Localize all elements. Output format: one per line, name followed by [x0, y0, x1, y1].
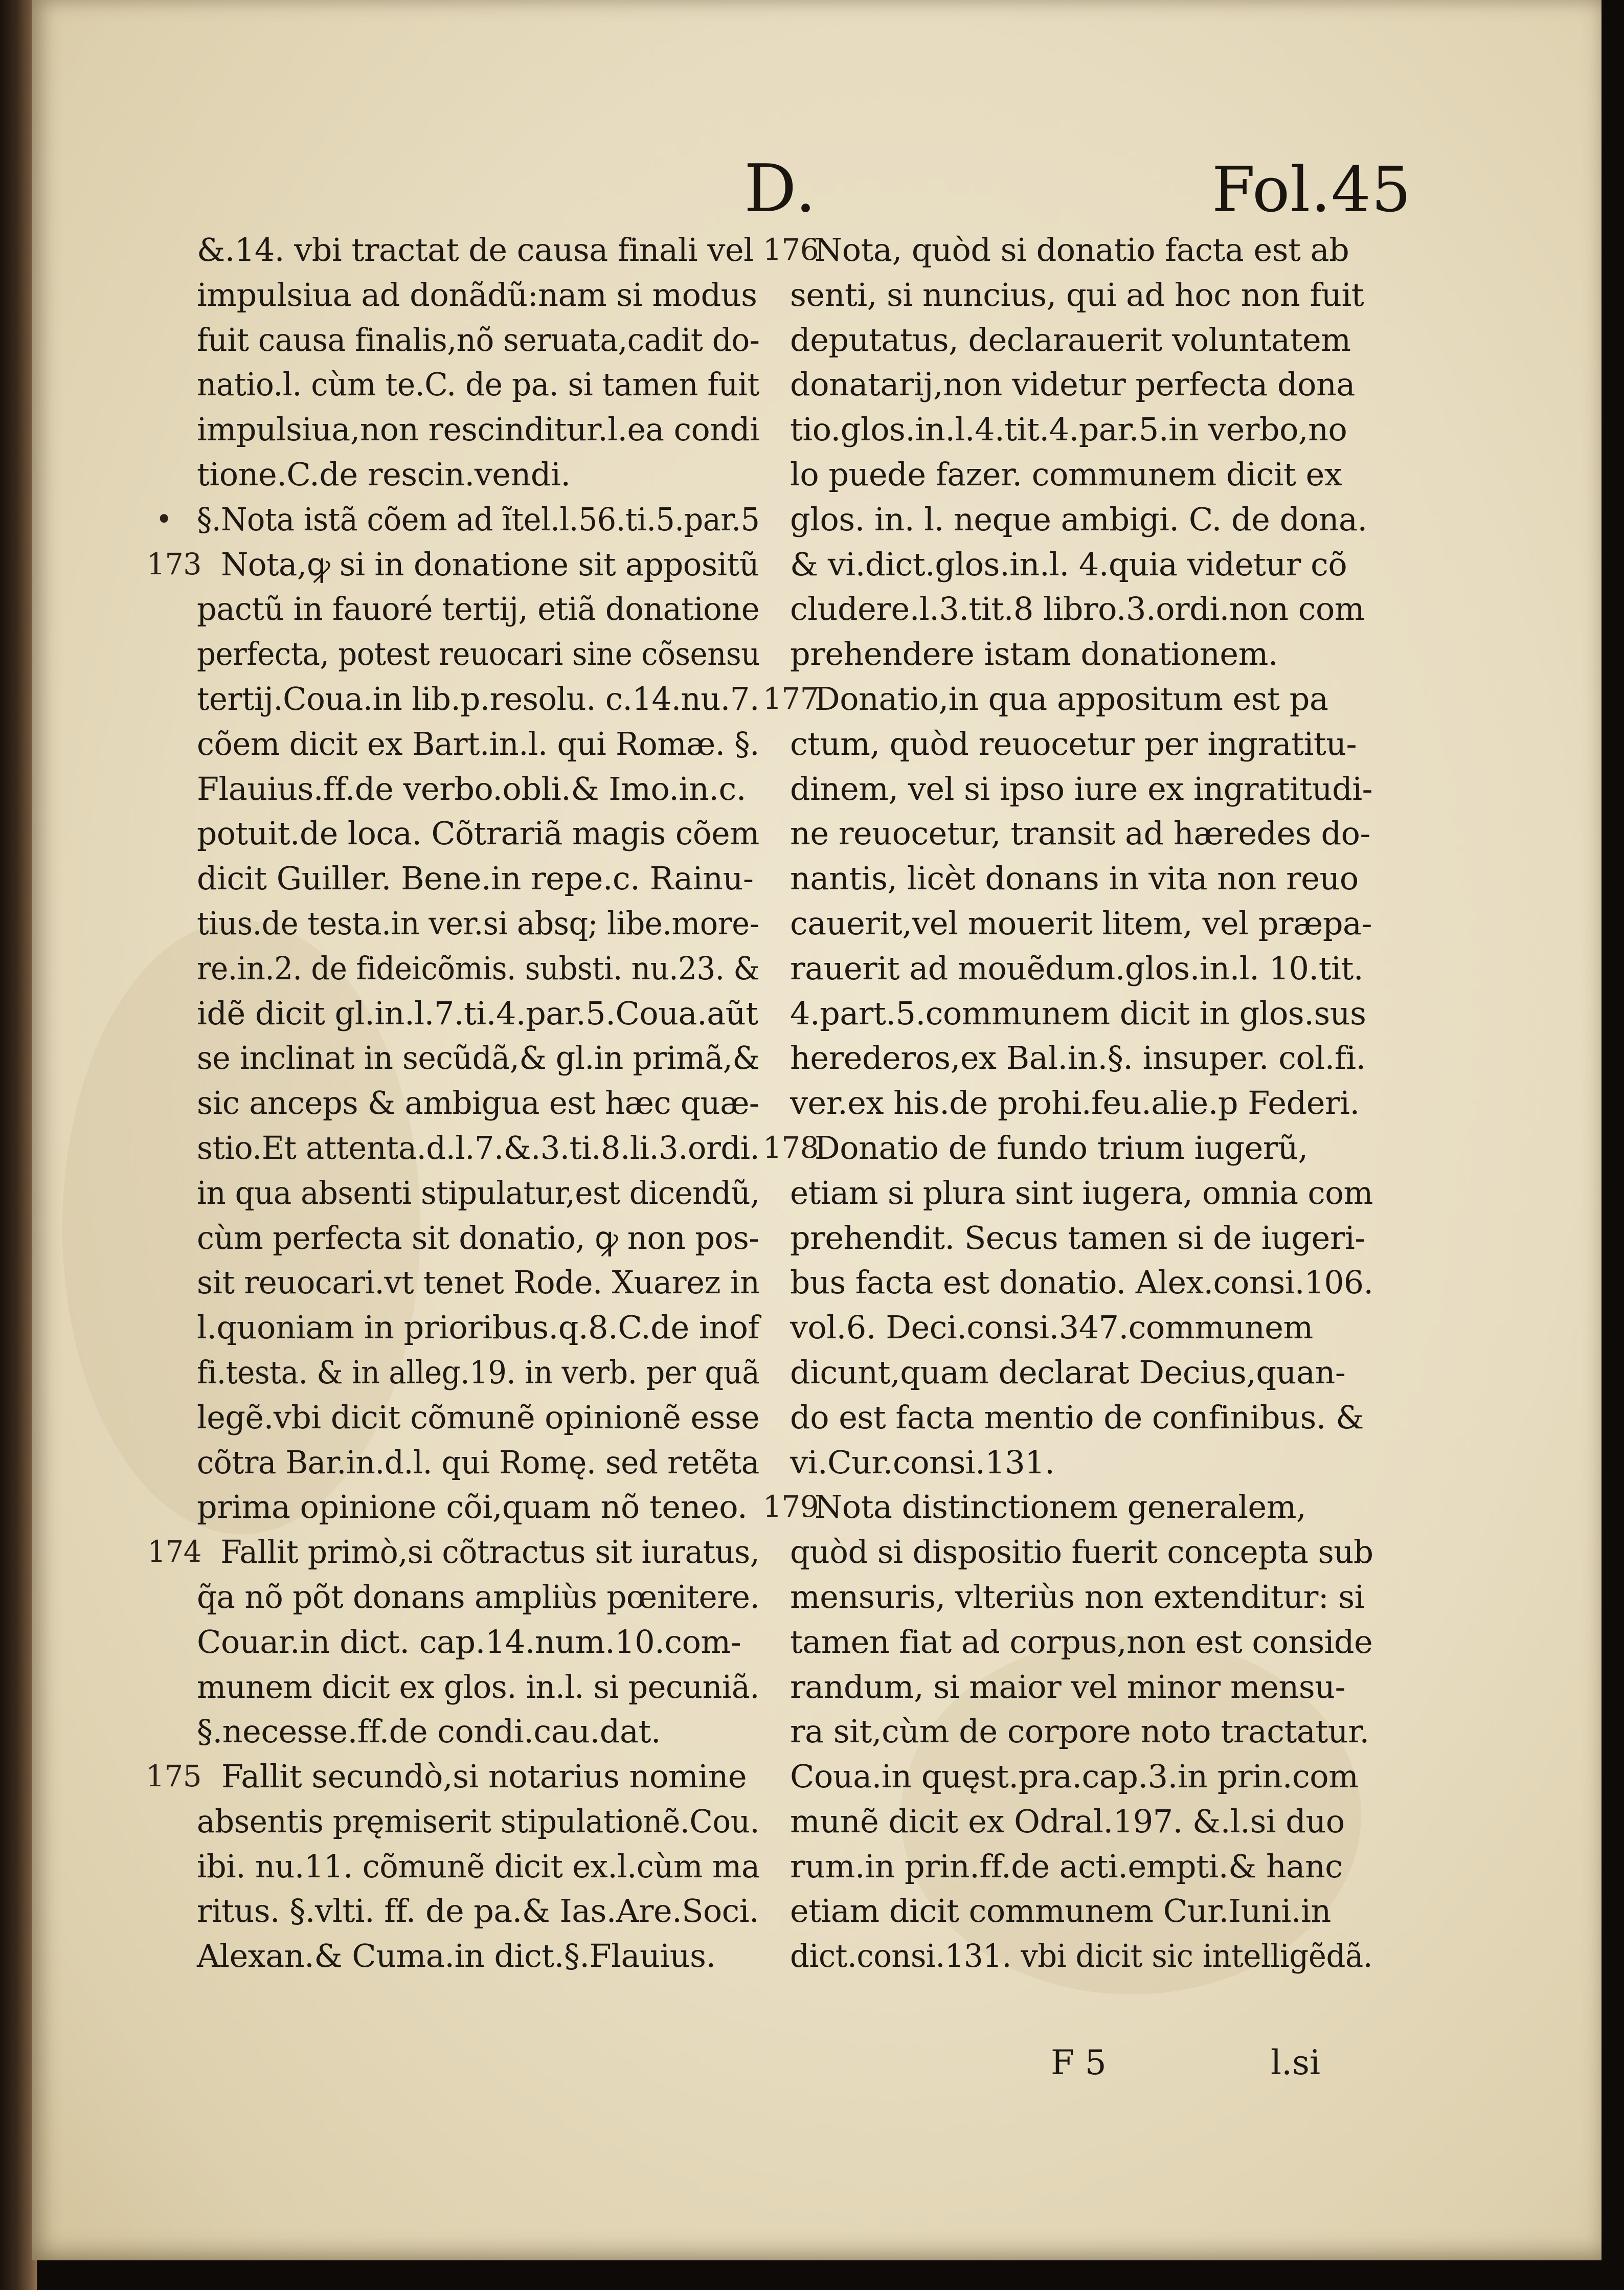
line-text: Nota distinctionem generalem,: [815, 1488, 1306, 1526]
text-line: [197, 1081, 760, 1126]
text-line: [790, 767, 1373, 812]
text-line: [197, 722, 759, 767]
line-text: vi.Cur.consi.131.: [790, 1443, 1055, 1481]
text-line: [790, 587, 1373, 632]
line-text: Alexan.& Cuma.in dict.§.Flauius.: [197, 1937, 716, 1975]
line-text: donatarij,non videtur perfecta dona: [790, 366, 1355, 403]
right-text-column: [763, 228, 1373, 1979]
text-line: [197, 991, 759, 1036]
line-text: cauerit,vel mouerit litem, vel præpa-: [790, 904, 1372, 942]
text-line: [763, 1126, 1373, 1171]
running-head-letter: D.: [744, 151, 817, 227]
text-line: [197, 1260, 760, 1305]
folio-number: Fol.45: [1212, 153, 1412, 226]
left-text-column: [146, 228, 760, 1979]
text-line: [197, 1889, 757, 1934]
line-text: prima opinione cõi,quam nõ teneo.: [197, 1488, 748, 1526]
text-line: [790, 856, 1373, 901]
text-line: [197, 767, 759, 812]
text-line: [790, 362, 1373, 407]
line-text: etiam dicit communem Cur.Iuni.in: [790, 1892, 1331, 1930]
line-text: cùm perfecta sit donatio, ꝙ non pos-: [197, 1219, 759, 1256]
text-line: [790, 1799, 1373, 1844]
line-text: Fallit primò,si cõtractus sit iuratus,: [220, 1533, 760, 1571]
text-line: [790, 1665, 1373, 1710]
line-text: impulsiua ad donãdũ:nam si modus: [197, 276, 757, 313]
text-line: [197, 452, 759, 497]
line-text: &.14. vbi tractat de causa finali vel: [197, 231, 754, 268]
text-line: [790, 1530, 1373, 1575]
line-text: Nota,ꝙ si in donatione sit appositũ: [221, 545, 759, 583]
line-text: rauerit ad mouẽdum.glos.in.l. 10.tit.: [790, 949, 1364, 987]
line-text: Donatio de fundo trium iugerũ,: [815, 1129, 1308, 1166]
text-line: [197, 1036, 760, 1081]
line-text: ne reuocetur, transit ad hæredes do-: [790, 815, 1370, 852]
text-line: [790, 811, 1373, 856]
text-line: [790, 1575, 1373, 1620]
line-text: dict.consi.131. vbi dicit sic intelligẽdã.: [790, 1937, 1373, 1975]
line-text: munem dicit ex glos. in.l. si pecuniã.: [197, 1668, 759, 1705]
text-line: [155, 497, 760, 542]
text-line: [790, 901, 1373, 946]
paragraph-number: 174: [147, 1534, 201, 1569]
line-text: tio.glos.in.l.4.tit.4.par.5.in verbo,no: [790, 411, 1347, 448]
text-line: [197, 1350, 760, 1395]
line-text: sic anceps & ambigua est hæc quæ-: [197, 1084, 760, 1122]
line-text: cõtra Bar.in.d.l. qui Romę. sed retẽta: [197, 1443, 759, 1481]
text-line: [197, 1126, 760, 1171]
text-line: [197, 811, 759, 856]
paragraph-number: 179: [763, 1489, 819, 1524]
line-text: Donatio,in qua appositum est pa: [815, 680, 1328, 717]
line-text: munẽ dicit ex Odral.197. &.l.si duo: [790, 1802, 1345, 1840]
line-text: cõem dicit ex Bart.in.l. qui Romæ. §.: [197, 725, 759, 762]
line-text: se inclinat in secũdã,& gl.in primã,&: [197, 1039, 760, 1077]
paragraph-number: 178: [763, 1130, 819, 1165]
text-line: [790, 1395, 1373, 1440]
line-text: pactũ in fauoré tertij, etiã donatione: [197, 590, 760, 628]
line-text: Coua.in quęst.pra.cap.3.in prin.com: [790, 1758, 1359, 1795]
text-line: [197, 632, 760, 677]
text-line: [197, 1575, 760, 1620]
text-line: [146, 1754, 759, 1799]
text-line: [790, 946, 1373, 991]
line-text: tius.de testa.in ver.si absq; libe.more-: [197, 904, 759, 942]
line-text: randum, si maior vel minor mensu-: [790, 1668, 1346, 1705]
line-text: prehendere istam donationem.: [790, 635, 1278, 673]
line-text: l.quoniam in prioribus.q.8.C.de inof: [197, 1309, 759, 1346]
line-text: fi.testa. & in alleg.19. in verb. per quã: [197, 1353, 760, 1391]
line-text: re.in.2. de fideicõmis. substi. nu.23. &: [197, 949, 760, 987]
text-line: [790, 1305, 1373, 1350]
text-line: [197, 1305, 759, 1350]
line-text: dicunt,quam declarat Decius,quan-: [790, 1353, 1346, 1391]
line-text: ctum, quòd reuocetur per ingratitu-: [790, 725, 1357, 762]
text-line: [197, 946, 760, 991]
line-text: tertij.Coua.in lib.p.resolu. c.14.nu.7.: [197, 680, 759, 717]
catchword: l.si: [1271, 2043, 1321, 2082]
text-line: [790, 1844, 1373, 1889]
text-line: [790, 1889, 1373, 1934]
margin-bullet: •: [155, 501, 172, 536]
line-text: lo puede fazer. communem dicit ex: [790, 455, 1342, 493]
line-text: idẽ dicit gl.in.l.7.ti.4.par.5.Coua.aũt: [197, 994, 758, 1032]
line-text: ra sit,cùm de corpore noto tractatur.: [790, 1713, 1369, 1750]
text-line: [197, 587, 760, 632]
line-text: do est facta mentio de confinibus. &: [790, 1398, 1364, 1436]
line-text: tione.C.de rescin.vendi.: [197, 455, 571, 493]
line-text: impulsiua,non rescinditur.l.ea condi: [197, 411, 760, 448]
line-text: absentis pręmiserit stipulationẽ.Cou.: [197, 1802, 760, 1840]
text-line: [763, 1485, 1373, 1530]
paragraph-number: 173: [146, 546, 202, 581]
text-line: [790, 452, 1373, 497]
text-line: [790, 1440, 1373, 1485]
text-line: [197, 1171, 760, 1216]
text-line: [197, 228, 759, 273]
line-text: mensuris, vlteriùs non extenditur: si: [790, 1578, 1365, 1615]
text-line: [790, 1620, 1371, 1665]
line-text: ritus. §.vlti. ff. de pa.& Ias.Are.Soci.: [197, 1892, 759, 1930]
line-text: prehendit. Secus tamen si de iugeri-: [790, 1219, 1365, 1256]
text-line: [197, 1620, 759, 1665]
line-text: ver.ex his.de prohi.feu.alie.p Federi.: [790, 1084, 1360, 1122]
line-text: etiam si plura sint iugera, omnia com: [790, 1174, 1373, 1211]
paragraph-number: 177: [763, 681, 819, 716]
line-text: quòd si dispositio fuerit concepta sub: [790, 1533, 1373, 1571]
text-line: [790, 318, 1373, 363]
line-text: q̃a nõ põt donans ampliùs pœnitere.: [197, 1578, 760, 1615]
line-text: dinem, vel si ipso iure ex ingratitudi-: [790, 770, 1373, 807]
text-line: [197, 1709, 759, 1754]
text-line: [197, 1216, 759, 1261]
line-text: in qua absenti stipulatur,est dicendũ,: [197, 1174, 760, 1211]
text-line: [197, 318, 760, 363]
text-line: [790, 497, 1373, 542]
line-text: legẽ.vbi dicit cõmunẽ opinionẽ esse: [197, 1398, 760, 1436]
text-line: [790, 407, 1373, 452]
line-text: Nota, quòd si donatio facta est ab: [815, 231, 1349, 268]
text-line: [146, 542, 759, 587]
line-text: deputatus, declarauerit voluntatem: [790, 321, 1351, 358]
paragraph-number: 175: [146, 1759, 202, 1794]
text-line: [790, 1260, 1373, 1305]
text-line: [197, 362, 759, 407]
line-text: glos. in. l. neque ambigi. C. de dona.: [790, 500, 1367, 538]
text-line: [197, 1485, 759, 1530]
text-line: [197, 856, 759, 901]
line-text: potuit.de loca. Cõtrariã magis cõem: [197, 815, 759, 852]
paragraph-number: 176: [763, 232, 819, 267]
line-text: Couar.in dict. cap.14.num.10.com-: [197, 1623, 741, 1660]
line-text: Flauius.ff.de verbo.obli.& Imo.in.c.: [197, 770, 746, 807]
text-line: [197, 1440, 759, 1485]
line-text: rum.in prin.ff.de acti.empti.& hanc: [790, 1847, 1343, 1885]
line-text: 4.part.5.communem dicit in glos.sus: [790, 994, 1366, 1032]
text-line: [197, 1395, 758, 1440]
text-line: [790, 632, 1373, 677]
line-text: natio.l. cùm te.C. de pa. si tamen fuit: [197, 366, 759, 403]
text-line: [197, 1665, 759, 1710]
line-text: ibi. nu.11. cõmunẽ dicit ex.l.cùm ma: [197, 1847, 760, 1885]
text-line: [197, 407, 760, 452]
text-line: [790, 1081, 1373, 1126]
line-text: tamen fiat ad corpus,non est conside: [790, 1623, 1373, 1660]
line-text: fuit causa finalis,nõ seruata,cadit do-: [197, 321, 760, 358]
line-text: herederos,ex Bal.in.§. insuper. col.fi.: [790, 1039, 1366, 1077]
text-line: [790, 1171, 1373, 1216]
text-line: [147, 1530, 760, 1575]
text-line: [763, 677, 1373, 722]
line-text: nantis, licèt donans in vita non reuo: [790, 860, 1359, 897]
line-text: Fallit secundò,si notarius nomine: [221, 1758, 747, 1795]
text-line: [197, 1934, 759, 1979]
line-text: cludere.l.3.tit.8 libro.3.ordi.non com: [790, 590, 1365, 628]
line-text: senti, si nuncius, qui ad hoc non fuit: [790, 276, 1364, 313]
text-line: [197, 677, 759, 722]
text-line: [197, 1799, 760, 1844]
signature-mark: F 5: [1051, 2043, 1107, 2082]
text-line: [197, 273, 759, 318]
text-line: [790, 1709, 1373, 1754]
line-text: perfecta, potest reuocari sine cõsensu: [197, 635, 760, 673]
text-line: [790, 273, 1373, 318]
text-line: [790, 1036, 1373, 1081]
text-line: [790, 722, 1373, 767]
line-text: §.Nota istã cõem ad ĩtel.l.56.ti.5.par.5: [197, 500, 760, 538]
text-line: [790, 1754, 1373, 1799]
text-line: [790, 991, 1373, 1036]
text-line: [763, 228, 1373, 273]
line-text: §.necesse.ff.de condi.cau.dat.: [197, 1713, 661, 1750]
line-text: & vi.dict.glos.in.l. 4.quia videtur cõ: [790, 545, 1347, 583]
text-line: [790, 1934, 1373, 1979]
line-text: stio.Et attenta.d.l.7.&.3.ti.8.li.3.ordi.: [197, 1129, 760, 1166]
text-line: [790, 1350, 1373, 1395]
text-line: [790, 542, 1373, 587]
text-line: [197, 901, 759, 946]
line-text: dicit Guiller. Bene.in repe.c. Rainu-: [197, 860, 754, 897]
line-text: sit reuocari.vt tenet Rode. Xuarez in: [197, 1264, 760, 1301]
line-text: bus facta est donatio. Alex.consi.106.: [790, 1264, 1373, 1301]
text-line: [197, 1844, 760, 1889]
line-text: vol.6. Deci.consi.347.communem: [790, 1309, 1313, 1346]
text-line: [790, 1216, 1373, 1261]
